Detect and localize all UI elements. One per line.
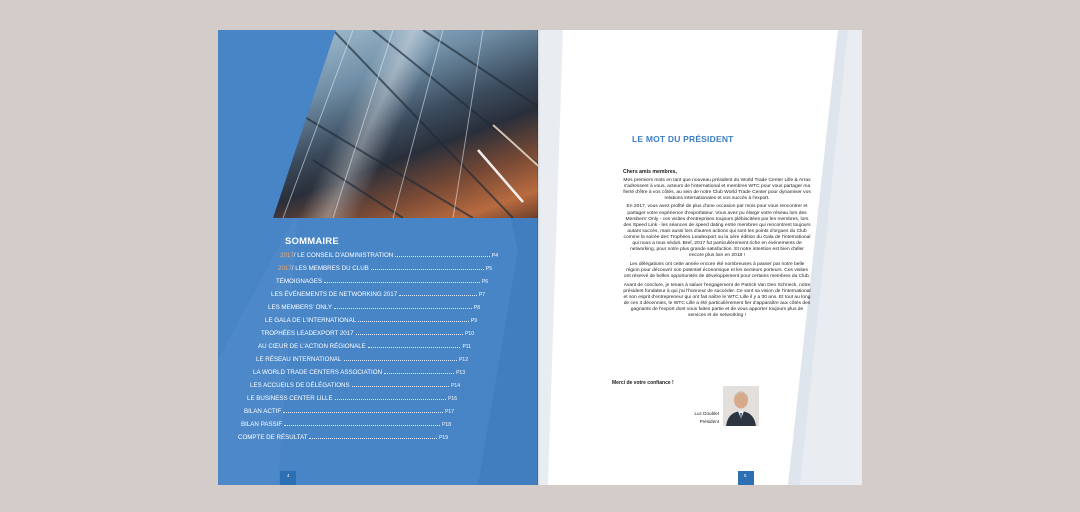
toc-item[interactable] [268, 304, 480, 314]
toc-item-page: P8 [473, 305, 480, 311]
greeting: Chers amis membres, [623, 169, 677, 175]
toc-item[interactable] [250, 382, 460, 392]
toc-item-page: P12 [459, 357, 468, 363]
president-portrait [723, 386, 759, 426]
toc-item-page: P19 [439, 435, 448, 441]
toc-leader [358, 321, 469, 322]
toc-leader [352, 386, 449, 387]
thanks-line: Merci de votre confiance ! [612, 380, 674, 386]
toc-leader [335, 399, 446, 400]
toc-item[interactable] [238, 434, 448, 444]
toc-leader [368, 347, 461, 348]
toc-leader [334, 308, 472, 309]
toc-item-label: LA WORLD TRADE CENTERS ASSOCIATION [253, 369, 383, 376]
president-letter [623, 169, 811, 322]
toc-item-page: P14 [451, 383, 460, 389]
toc-item[interactable] [247, 395, 457, 405]
toc-item-label: LE BUSINESS CENTER LILLE [247, 395, 333, 402]
toc-item[interactable] [278, 265, 492, 275]
toc-item-label: BILAN PASSIF [241, 421, 283, 428]
toc-leader [283, 412, 443, 413]
sommaire-title: SOMMAIRE [285, 236, 339, 247]
toc-item-page: P11 [462, 344, 471, 350]
toc-leader [356, 334, 463, 335]
toc-item[interactable] [256, 356, 468, 366]
toc-item-page: P10 [465, 331, 474, 337]
toc-item-year: 2017 [278, 265, 292, 272]
toc-item-label: LES MEMBERS' ONLY [268, 304, 332, 311]
toc-item-label: / LE CONSEIL D'ADMINISTRATION [293, 252, 394, 259]
toc-item-page: P6 [481, 279, 488, 285]
toc-item-label: COMPTE DE RÉSULTAT [238, 434, 308, 441]
toc-item-page: P4 [491, 253, 498, 259]
toc-leader [371, 269, 484, 270]
signature-name: Luc Doublet [694, 411, 719, 416]
letter-paragraph: En 2017, vous avez profité de plus d'une occasion par mois pour vous rencontrer et partager votre expérience d'exportateur. Vous avez pu élargir votre réseau lors des Members' Only - ces visites d'entreprises toujours plébiscitées par les membres, lors des Speed Link - les séances de speed dating entre membres qui rencontrent toujours autant succès, mais aussi lors d'autres actions qui sont les points d'orgues du Club comme la soirée des Trophées Leadexport ou la 1ère édition du Gala de l'international qui nous a tous séduit. Bref, 2017 fut particulièrement riche en événements de networking, pour notre plus grande satisfaction. Et notre intention est bien d'aller encore plus loin en 2018 ! [623, 204, 811, 259]
toc-item[interactable] [276, 278, 488, 288]
page-title: LE MOT DU PRÉSIDENT [632, 134, 734, 144]
toc-item-page: P7 [478, 292, 485, 298]
toc-item-label: / LES MEMBRES DU CLUB [291, 265, 369, 272]
letter-paragraph: Les délégations ont cette année encore été nombreuses à passer par notre belle région pour découvrir son potentiel économique et les secteurs porteurs. Ces visites ont réservé de belles opportunités de développement pour certains membres du Club. [623, 261, 811, 279]
toc-item[interactable] [258, 343, 471, 353]
toc-item[interactable] [253, 369, 465, 379]
toc-item-label: LES ÉVÉNEMENTS DE NETWORKING 2017 [271, 291, 398, 298]
toc-leader [344, 360, 458, 361]
toc-item-page: P18 [442, 422, 451, 428]
toc-item-page: P17 [445, 409, 454, 415]
toc-item-label: AU CŒUR DE L'ACTION RÉGIONALE [258, 343, 366, 350]
toc-item-page: P9 [470, 318, 477, 324]
toc-item[interactable] [271, 291, 485, 301]
page-number: 4 [287, 473, 290, 478]
toc-leader [324, 282, 480, 283]
left-page [218, 30, 538, 485]
toc-leader [309, 438, 437, 439]
toc-leader [395, 256, 490, 257]
toc-item-label: LE GALA DE L'INTERNATIONAL [265, 317, 357, 324]
right-page [538, 30, 862, 485]
toc-item[interactable] [244, 408, 454, 418]
toc-leader [399, 295, 477, 296]
toc-item-page: P16 [448, 396, 457, 402]
toc-item-label: LES ACCUEILS DE DÉLÉGATIONS [250, 382, 350, 389]
toc-item-page: P5 [485, 266, 492, 272]
toc-item[interactable] [241, 421, 451, 431]
page-number: 5 [744, 473, 747, 478]
toc-item-year: 2017 [280, 252, 294, 259]
toc-leader [384, 373, 454, 374]
toc-item-page: P13 [456, 370, 465, 376]
toc-item[interactable] [261, 330, 474, 340]
toc-item-label: BILAN ACTIF [244, 408, 282, 415]
toc-item-label: LE RÉSEAU INTERNATIONAL [256, 356, 342, 363]
spine-shadow [537, 30, 540, 485]
toc-item-label: TÉMOIGNAGES [276, 278, 323, 285]
toc-leader [284, 425, 440, 426]
toc-item[interactable] [280, 252, 498, 262]
letter-paragraph: Avant de conclure, je tenais à saluer l'engagement de Patrick Van Den Schrieck, notre président fondateur à qui j'ai l'honneur de succéder. Ce sont sa vision de l'international et son esprit d'entrepreneur qui ont fait naître le WTC Lille il y a 30 ans. Et tout au long de ces 3 décennies, le WTC Lille a été particulièrement fier d'apparaître aux côtés des gagnants de l'export dont vous faites partie et de vous apporter toujours plus de services et de networking ! [623, 282, 811, 319]
letter-paragraph: Mes premiers mots en tant que nouveau président du World Trade Center Lille & Arras s'adressent à vous, acteurs de l'international et membres WTC pour vous partager ma fierté d'être à vos côtés, au sein de notre Club World Trade Center pour dynamiser vos relations internationales et vos succès à l'export. [623, 177, 811, 201]
toc-item-label: TROPHÉES LEADEXPORT 2017 [261, 330, 354, 337]
brochure-spread [218, 30, 862, 485]
toc-item[interactable] [265, 317, 477, 327]
signature-role: Président [699, 419, 719, 424]
portrait-illustration [723, 386, 759, 426]
